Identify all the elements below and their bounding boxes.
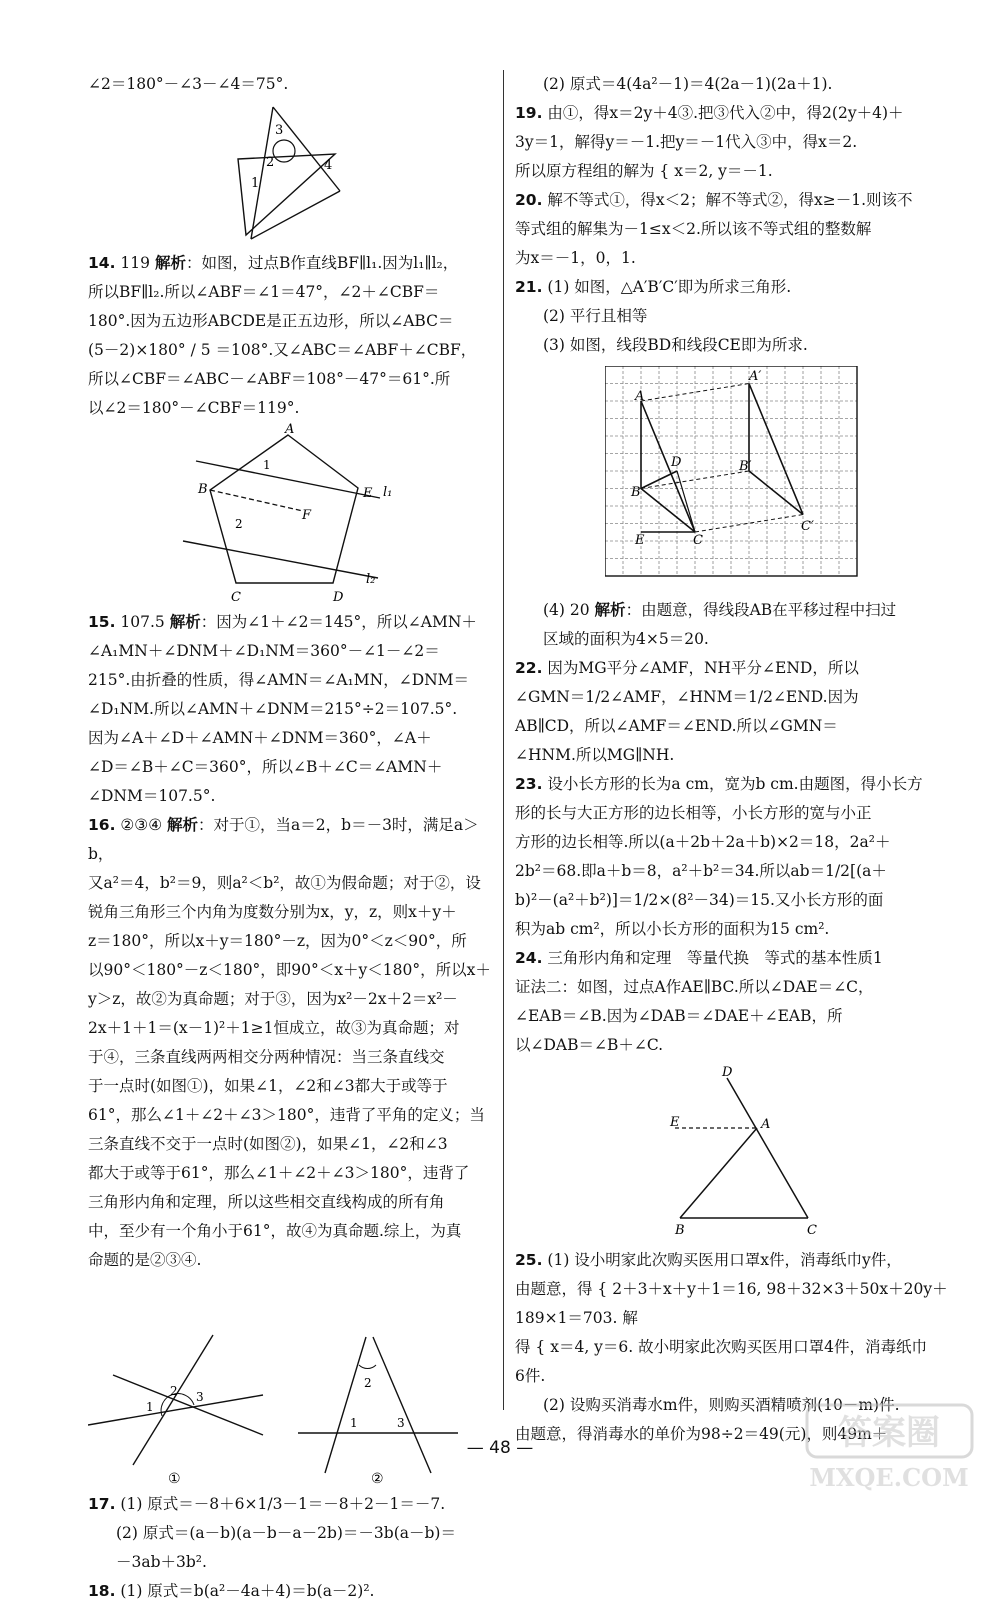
- q19-line: 3y＝1，解得y＝－1.把y＝－1代入③中，得x＝2.: [515, 133, 858, 151]
- q13-tail: ∠2＝180°－∠3－∠4＝75°.: [88, 75, 289, 93]
- fig16a-label-3: 3: [196, 1390, 204, 1404]
- q16-line: 中，至少有一个角小于61°，故④为真命题.综上，为真: [88, 1222, 462, 1240]
- fig16a-caption: ①: [168, 1471, 181, 1487]
- q14-answer: 119: [120, 254, 150, 272]
- q14-number: 14.: [88, 254, 116, 272]
- figure-q24: [515, 1066, 955, 1246]
- right-column: [515, 70, 955, 1449]
- q16-line: 2x＋1＋1＝(x－1)²＋1≥1恒成立，故③为真命题；对: [88, 1019, 460, 1037]
- q21-line: (3) 如图，线段BD和线段CE即为所求.: [543, 336, 808, 354]
- q16-tag: 解析: [167, 816, 199, 834]
- q22-line: AB∥CD，所以∠AMF＝∠END.所以∠GMN＝: [515, 717, 838, 735]
- q14-line: 180°.因为五边形ABCDE是正五边形，所以∠ABC＝: [88, 312, 454, 330]
- q21-line: (1) 如图，△A′B′C′即为所求三角形.: [547, 278, 792, 296]
- fig14-label-A: A: [285, 423, 295, 437]
- q16-answer: ②③④: [120, 816, 163, 834]
- fig13-label-3: 3: [275, 123, 284, 138]
- q15-line: 215°.由折叠的性质，得∠AMN＝∠A₁MN，∠DNM＝: [88, 671, 470, 689]
- q15-line: 因为∠A＋∠D＋∠AMN＋∠DNM＝360°，∠A＋: [88, 729, 432, 747]
- question-14: [88, 249, 500, 423]
- q25-line: 由题意，得 { 2＋3＋x＋y＋1＝16, 98＋32×3＋50x＋20y＋189×1＝703. 解: [515, 1280, 948, 1327]
- q25-line: 得 { x＝4, y＝6. 故小明家此次购买医用口罩4件，消毒纸巾: [515, 1338, 928, 1356]
- q22-number: 22.: [515, 659, 543, 677]
- fig21-label-A1: A′: [749, 369, 762, 384]
- q16-line: 命题的是②③④.: [88, 1251, 202, 1269]
- q15-line: ∠D＝∠B＋∠C＝360°，所以∠B＋∠C＝∠AMN＋: [88, 758, 443, 776]
- q17-number: 17.: [88, 1495, 116, 1513]
- q24-line: 以∠DAB＝∠B＋∠C.: [515, 1036, 664, 1054]
- q22-line: ∠GMN＝1/2∠AMF，∠HNM＝1/2∠END.因为: [515, 688, 859, 706]
- q21-line: ：由题意，得线段AB在平移过程中扫过: [625, 601, 897, 619]
- watermark-bottom: MXQE.COM: [809, 1463, 969, 1492]
- q16-line: ：对于①，当a＝2，b＝－3时，满足a＞b，: [88, 816, 479, 863]
- q15-line: ∠A₁MN＋∠DNM＋∠D₁NM＝360°－∠1－∠2＝: [88, 642, 440, 660]
- q25-line: 6件.: [515, 1367, 546, 1385]
- q14-tag: 解析: [154, 254, 186, 272]
- q25-line: 由题意，得消毒水的单价为98÷2＝49(元)，则49m＋: [515, 1425, 888, 1443]
- q23-number: 23.: [515, 775, 543, 793]
- question-19: [515, 99, 955, 186]
- question-23: [515, 770, 955, 944]
- q15-answer: 107.5: [120, 613, 165, 631]
- fig14-label-1: 1: [263, 458, 271, 472]
- q25-line: (1) 设小明家此次购买医用口罩x件，消毒纸巾y件，: [547, 1251, 902, 1269]
- page-number: — 48 —: [466, 1438, 534, 1458]
- q15-line: ：因为∠1＋∠2＝145°，所以∠AMN＋: [200, 613, 477, 631]
- q17-line: (2) 原式＝(a－b)(a－b－a－2b)＝－3b(a－b)＝: [116, 1524, 456, 1542]
- fig21-label-B: B: [631, 485, 641, 500]
- question-21-tail: [515, 596, 955, 654]
- q25-line: (2) 设购买消毒水m件，则购买酒精喷剂(10－m)件.: [543, 1396, 900, 1414]
- question-21: [515, 273, 955, 360]
- figure-q13: [88, 99, 500, 249]
- q14-line: 以∠2＝180°－∠CBF＝119°.: [88, 399, 300, 417]
- fig16b-label-2: 2: [364, 1376, 372, 1390]
- q16-number: 16.: [88, 816, 116, 834]
- q21-part4: (4) 20: [543, 601, 590, 619]
- fig16b-label-1: 1: [350, 1416, 358, 1430]
- fig13-label-4: 4: [324, 158, 333, 173]
- q16-line: z＝180°，所以x＋y＝180°－z，因为0°＜z＜90°，所: [88, 932, 467, 950]
- q14-line: ：如图，过点B作直线BF∥l₁.因为l₁∥l₂，: [185, 254, 459, 272]
- q15-number: 15.: [88, 613, 116, 631]
- q19-number: 19.: [515, 104, 543, 122]
- fig21-label-C: C: [693, 533, 703, 548]
- fig14-label-l2: l₂: [366, 572, 376, 587]
- figure-q24-svg: [515, 1066, 955, 1241]
- fig16b-label-3: 3: [397, 1416, 405, 1430]
- question-18: [88, 1577, 500, 1606]
- q18-part2: (2) 原式＝4(4a²－1)＝4(2a－1)(2a＋1).: [543, 75, 833, 93]
- fig14-label-l1: l₁: [383, 485, 393, 500]
- q16-line: 又a²＝4，b²＝9，则a²＜b²，故①为假命题；对于②，设: [88, 874, 481, 892]
- watermark-logo: [797, 1400, 982, 1495]
- fig21-label-A: A: [635, 389, 645, 404]
- q16-line: 于一点时(如图①)，如果∠1，∠2和∠3都大于或等于: [88, 1077, 448, 1095]
- figure-q13-svg: [88, 99, 500, 249]
- q22-line: 因为MG平分∠AMF，NH平分∠END，所以: [547, 659, 859, 677]
- q23-line: 2b²＝68.即a＋b＝8，a²＋b²＝34.所以ab＝1/2[(a＋: [515, 862, 887, 880]
- q20-number: 20.: [515, 191, 543, 209]
- q23-line: 设小长方形的长为a cm，宽为b cm.由题图，得小长方: [547, 775, 923, 793]
- question-16: [88, 811, 500, 1275]
- q18-line: (1) 原式＝b(a²－4a＋4)＝b(a－2)².: [120, 1582, 375, 1600]
- q16-line: 三角形内角和定理，所以这些相交直线构成的所有角: [88, 1193, 445, 1211]
- q24-line: 三角形内角和定理 等量代换 等式的基本性质1: [547, 949, 883, 967]
- q14-line: 所以∠CBF＝∠ABC－∠ABF＝108°－47°＝61°.所: [88, 370, 451, 388]
- q23-line: b)²－(a²＋b²)]＝1/2×(8²－34)＝15.又小长方形的面: [515, 891, 884, 909]
- q24-line: 证法二：如图，过点A作AE∥BC.所以∠DAE＝∠C，: [515, 978, 874, 996]
- watermark-top: 答案圈: [838, 1413, 940, 1453]
- q19-line: 所以原方程组的解为 { x＝2, y＝－1.: [515, 162, 773, 180]
- q19-line: 由①，得x＝2y＋4③.把③代入②中，得2(2y＋4)＋: [547, 104, 904, 122]
- q16-line: 于④，三条直线两两相交分两种情况：当三条直线交: [88, 1048, 445, 1066]
- q14-line: (5－2)×180° / 5 ＝108°.又∠ABC＝∠ABF＋∠CBF，: [88, 341, 477, 359]
- fig16b-caption: ②: [371, 1471, 384, 1487]
- q16-line: 三条直线不交于一点时(如图②)，如果∠1，∠2和∠3: [88, 1135, 448, 1153]
- fig14-label-2: 2: [235, 517, 243, 531]
- q22-line: ∠HNM.所以MG∥NH.: [515, 746, 675, 764]
- q24-number: 24.: [515, 949, 543, 967]
- fig21-label-E: E: [635, 533, 645, 548]
- figure-q21: [515, 366, 955, 596]
- q21-line: 区域的面积为4×5＝20.: [543, 630, 709, 648]
- q16-line: 都大于或等于61°，那么∠1＋∠2＋∠3＞180°，违背了: [88, 1164, 470, 1182]
- fig24-label-B: B: [675, 1223, 685, 1238]
- q16-line: 锐角三角形三个内角为度数分别为x，y，z，则x＋y＋: [88, 903, 457, 921]
- question-20: [515, 186, 955, 273]
- figure-q21-grid: [605, 366, 865, 586]
- fig13-label-1: 1: [251, 176, 260, 191]
- q21-line: (2) 平行且相等: [543, 307, 648, 325]
- q25-number: 25.: [515, 1251, 543, 1269]
- fig24-label-E: E: [670, 1115, 680, 1130]
- fig14-label-E: E: [363, 486, 373, 501]
- q14-line: 所以BF∥l₂.所以∠ABF＝∠1＝47°，∠2＋∠CBF＝: [88, 283, 440, 301]
- q15-line: ∠D₁NM.所以∠AMN＋∠DNM＝215°÷2＝107.5°.: [88, 700, 458, 718]
- q23-line: 方形的边长相等.所以(a＋2b＋2a＋b)×2＝18，2a²＋: [515, 833, 891, 851]
- fig21-label-D: D: [671, 455, 682, 470]
- q15-line: ∠DNM＝107.5°.: [88, 787, 216, 805]
- fig16a-label-1: 1: [146, 1400, 154, 1414]
- fig21-label-C1: C′: [801, 519, 814, 534]
- column-divider: [503, 70, 504, 1410]
- q20-line: 为x＝－1，0，1.: [515, 249, 636, 267]
- q16-line: 以90°＜180°－z＜180°，即90°＜x＋y＜180°，所以x＋: [88, 961, 491, 979]
- fig14-label-C: C: [231, 590, 241, 605]
- q23-line: 形的长与大正方形的边长相等，小长方形的宽与小正: [515, 804, 872, 822]
- fig24-label-D: D: [722, 1066, 733, 1080]
- question-15: [88, 608, 500, 811]
- q15-tag: 解析: [169, 613, 201, 631]
- q24-line: ∠EAB＝∠B.因为∠DAB＝∠DAE＋∠EAB，所: [515, 1007, 843, 1025]
- q21-tag: 解析: [594, 601, 626, 619]
- fig14-label-F: F: [302, 508, 312, 523]
- fig21-label-B1: B′: [739, 459, 752, 474]
- figure-q14-svg: [88, 423, 500, 608]
- fig24-label-A: A: [761, 1117, 771, 1132]
- q17-line: (1) 原式＝－8＋6×1/3－1＝－8＋2－1＝－7.: [120, 1495, 446, 1513]
- q16-line: y＞z，故②为真命题；对于③，因为x²－2x＋2＝x²－: [88, 990, 458, 1008]
- q23-line: 积为ab cm²，所以小长方形的面积为15 cm².: [515, 920, 830, 938]
- fig14-label-D: D: [333, 590, 344, 605]
- q16-line: 61°，那么∠1＋∠2＋∠3＞180°，违背了平角的定义；当: [88, 1106, 485, 1124]
- question-22: [515, 654, 955, 770]
- fig16a-label-2: 2: [170, 1384, 178, 1398]
- q20-line: 等式组的解集为－1≤x＜2.所以该不等式组的整数解: [515, 220, 872, 238]
- figure-q14: [88, 423, 500, 608]
- left-column: [88, 70, 500, 1606]
- question-17: [88, 1490, 500, 1577]
- q20-line: 解不等式①，得x＜2；解不等式②，得x≥－1.则该不: [547, 191, 913, 209]
- fig14-label-B: B: [198, 482, 208, 497]
- fig13-label-2: 2: [266, 155, 275, 170]
- q17-line: －3ab＋3b².: [116, 1553, 207, 1571]
- question-24: [515, 944, 955, 1060]
- q18-number: 18.: [88, 1582, 116, 1600]
- fig24-label-C: C: [807, 1223, 817, 1238]
- q21-number: 21.: [515, 278, 543, 296]
